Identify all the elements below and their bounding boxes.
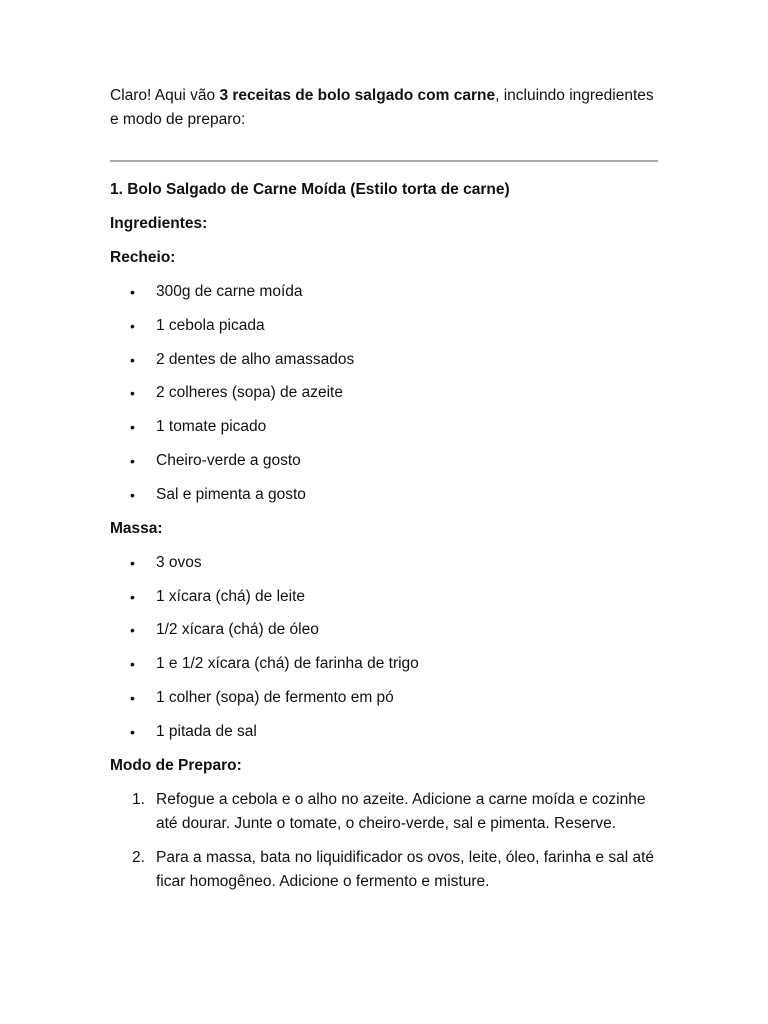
- method-steps-list: [110, 788, 658, 894]
- bullet-icon: •: [130, 284, 135, 300]
- intro-paragraph: [110, 84, 658, 132]
- list-item: [110, 314, 658, 338]
- horizontal-rule: [110, 160, 658, 162]
- list-item-text: 1 xícara (chá) de leite: [156, 587, 306, 605]
- list-item: [110, 449, 658, 473]
- list-item: [110, 720, 658, 744]
- bullet-icon: •: [130, 351, 135, 368]
- list-item-text: 2 colheres (sopa) de azeite: [156, 384, 343, 402]
- bullet-icon: •: [130, 622, 135, 639]
- intro-text-end: , incluindo ingredientes e modo de preparo:: [110, 87, 654, 128]
- dough-list: [110, 551, 658, 744]
- list-item-text: 3 ovos: [156, 553, 202, 571]
- step-item: [110, 788, 656, 836]
- recipe-title: 1. Bolo Salgado de Carne Moída (Estilo torta de carne): [110, 181, 510, 198]
- list-item-text: 1/2 xícara (chá) de óleo: [156, 621, 319, 639]
- list-item: [110, 280, 658, 304]
- list-item-text: 1 e 1/2 xícara (chá) de farinha de trigo: [156, 655, 419, 673]
- list-item-text: Cheiro-verde a gosto: [156, 451, 301, 469]
- step-number: 1.: [132, 790, 145, 808]
- bullet-icon: •: [130, 419, 135, 436]
- list-item: [110, 686, 658, 710]
- list-item-text: 1 pitada de sal: [156, 722, 257, 740]
- bullet-icon: •: [130, 452, 135, 469]
- filling-heading: Recheio:: [110, 249, 176, 266]
- list-item-text: 2 dentes de alho amassados: [156, 350, 355, 368]
- list-item-text: 1 tomate picado: [156, 418, 267, 436]
- list-item: [110, 381, 658, 405]
- list-item-text: 300g de carne moída: [156, 283, 303, 300]
- list-item-text: 1 colher (sopa) de fermento em pó: [156, 688, 394, 706]
- step-text: Refogue a cebola e o alho no azeite. Adicione a carne moída e cozinhe até dourar. Junte o tomate, o cheiro-verde, sal e pimenta. Reserve.: [156, 790, 646, 832]
- bullet-icon: •: [130, 588, 135, 605]
- list-item-text: 1 cebola picada: [156, 316, 265, 334]
- bullet-icon: •: [130, 486, 135, 503]
- list-item: [110, 348, 658, 372]
- list-item-text: Sal e pimenta a gosto: [156, 485, 306, 503]
- bullet-icon: •: [130, 317, 135, 334]
- bullet-icon: •: [130, 656, 135, 673]
- ingredients-heading: Ingredientes:: [110, 215, 208, 232]
- step-number: 2.: [132, 848, 145, 866]
- method-heading: Modo de Preparo:: [110, 756, 242, 774]
- bullet-icon: •: [130, 554, 135, 571]
- bullet-icon: •: [130, 689, 135, 706]
- step-item: [110, 846, 656, 894]
- step-text: Para a massa, bata no liquidificador os ovos, leite, óleo, farinha e sal até ficar homogêneo. Adicione o fermento e misture.: [156, 848, 655, 890]
- intro-text-start: Claro! Aqui vão: [110, 87, 220, 104]
- dough-heading: Massa:: [110, 519, 163, 537]
- list-item: [110, 483, 658, 507]
- list-item: [110, 652, 658, 676]
- bullet-icon: •: [130, 723, 135, 740]
- list-item: [110, 618, 658, 642]
- bullet-icon: •: [130, 385, 135, 402]
- list-item: [110, 585, 658, 609]
- intro-bold-text: 3 receitas de bolo salgado com carne: [219, 87, 496, 104]
- list-item: [110, 551, 658, 575]
- list-item: [110, 415, 658, 439]
- filling-list: [110, 280, 658, 507]
